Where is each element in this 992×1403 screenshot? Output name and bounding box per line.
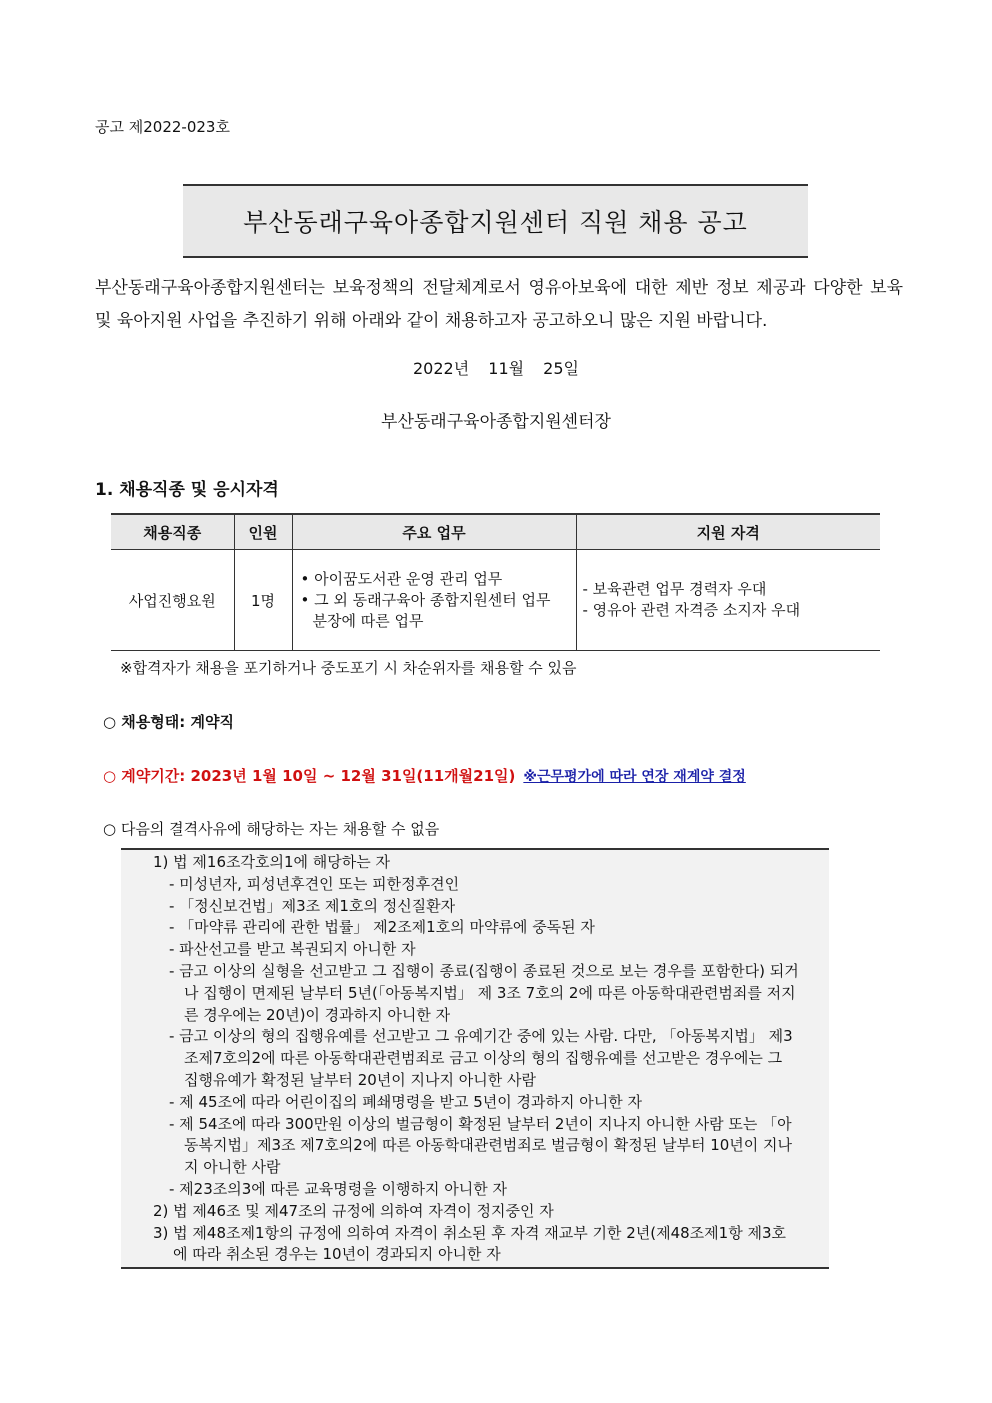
header-job: 채용직종 (111, 514, 234, 550)
disqualification-subitem: - 제 54조에 따라 300만원 이상의 벌금형이 확정된 날부터 2년이 지나지 아니한 사람 또는 「아동복지법」제3조 제7호의2에 따른 아동학대관련범죄로 벌금형이 확정된 날부터 10년이 지나지 아니한 사람 (169, 1114, 793, 1177)
duty-item: • 그 외 동래구육아 종합지원센터 업무 분장에 따른 업무 (300, 590, 551, 630)
title-box (183, 184, 808, 258)
qualification-item: - 보육관련 업무 경력자 우대 (582, 580, 767, 598)
disqualification-subitem: - 미성년자, 피성년후견인 또는 피한정후견인 (169, 874, 460, 893)
page-title: 부산동래구육아종합지원센터 직원 채용 공고 (243, 208, 748, 237)
job-table (111, 513, 880, 651)
disqualification-subitem: - 금고 이상의 실형을 선고받고 그 집행이 종료(집행이 종료된 것으로 보는 경우를 포함한다) 되거나 집행이 면제된 날부터 5년(「아동복지법」 제 3조 7호의 2에 따른 아동학대관련범죄를 저지른 경우에는 20년)이 경과하지 아니한 자 (169, 961, 799, 1024)
disqualification-subitem: - 금고 이상의 형의 집행유예를 선고받고 그 유예기간 중에 있는 사람. 다만, 「아동복지법」 제3조제7호의2에 따른 아동학대관련범죄로 금고 이상의 형의 집행유예를 선고받은 경우에는 그 집행유예가 확정된 날부터 20년이 지나지 아니한 사람 (169, 1027, 793, 1089)
cell-qualifications (576, 550, 880, 651)
header-count: 인원 (234, 514, 292, 550)
disqualification-item: 3) 법 제48조제1항의 규정에 의하여 자격이 취소된 후 자격 재교부 기한 2년(제48조제1항 제3호에 따라 취소된 경우는 10년이 경과되지 아니한 자 (153, 1223, 786, 1264)
duty-item: • 아이꿈도서관 운영 관리 업무 (300, 569, 503, 588)
disqualification-subitem: - 「정신보건법」제3조 제1호의 정신질환자 (169, 896, 456, 915)
disqualification-item: 1) 법 제16조각호의1에 해당하는 자 (153, 853, 390, 871)
employment-type: ○ 채용형태: 계약직 (103, 713, 234, 731)
table-note: ※합격자가 채용을 포기하거나 중도포기 시 차순위자를 채용할 수 있음 (120, 659, 577, 677)
disqualification-box (121, 848, 829, 1269)
intro-paragraph: 부산동래구육아종합지원센터는 보육정책의 전달체계로서 영유아보육에 대한 제반 정보 제공과 다양한 보육 및 육아지원 사업을 추진하기 위해 아래와 같이 채용하고자 공고하오니 많은 지원 바랍니다. (95, 278, 903, 331)
cell-duties (292, 550, 576, 651)
contract-period-text: ○ 계약기간: 2023년 1월 10일 ~ 12월 31일(11개월21일) (103, 767, 516, 785)
header-qualifications: 지원 자격 (576, 514, 880, 550)
disqualification-subitem: - 제23조의3에 따른 교육명령을 이행하지 아니한 자 (169, 1179, 507, 1198)
disqualification-intro: ○ 다음의 결격사유에 해당하는 자는 채용할 수 없음 (103, 820, 440, 838)
cell-count: 1명 (234, 550, 292, 651)
cell-job: 사업진행요원 (128, 591, 216, 610)
notice-date: 2022년 11월 25일 (413, 359, 579, 378)
disqualification-subitem: - 「마약류 관리에 관한 법률」 제2조제1호의 마약류에 중독된 자 (169, 918, 595, 937)
section-heading: 1. 채용직종 및 응시자격 (95, 480, 279, 500)
disqualification-subitem: - 제 45조에 따라 어린이집의 폐쇄명령을 받고 5년이 경과하지 아니한 자 (169, 1092, 642, 1111)
contract-period (103, 765, 746, 786)
disqualification-subitem: - 파산선고를 받고 복권되지 아니한 자 (169, 940, 416, 959)
table-header-row (111, 514, 880, 550)
disqualification-item: 2) 법 제46조 및 제47조의 규정에 의하여 자격이 정지중인 자 (153, 1201, 554, 1220)
organization-signature: 부산동래구육아종합지원센터장 (381, 412, 611, 432)
table-row (111, 550, 880, 651)
header-duties: 주요 업무 (292, 514, 576, 550)
contract-renewal-note: ※근무평가에 따라 연장 재계약 결정 (523, 769, 746, 785)
notice-number: 공고 제2022-023호 (95, 118, 230, 136)
qualification-item: - 영유아 관련 자격증 소지자 우대 (582, 601, 801, 619)
